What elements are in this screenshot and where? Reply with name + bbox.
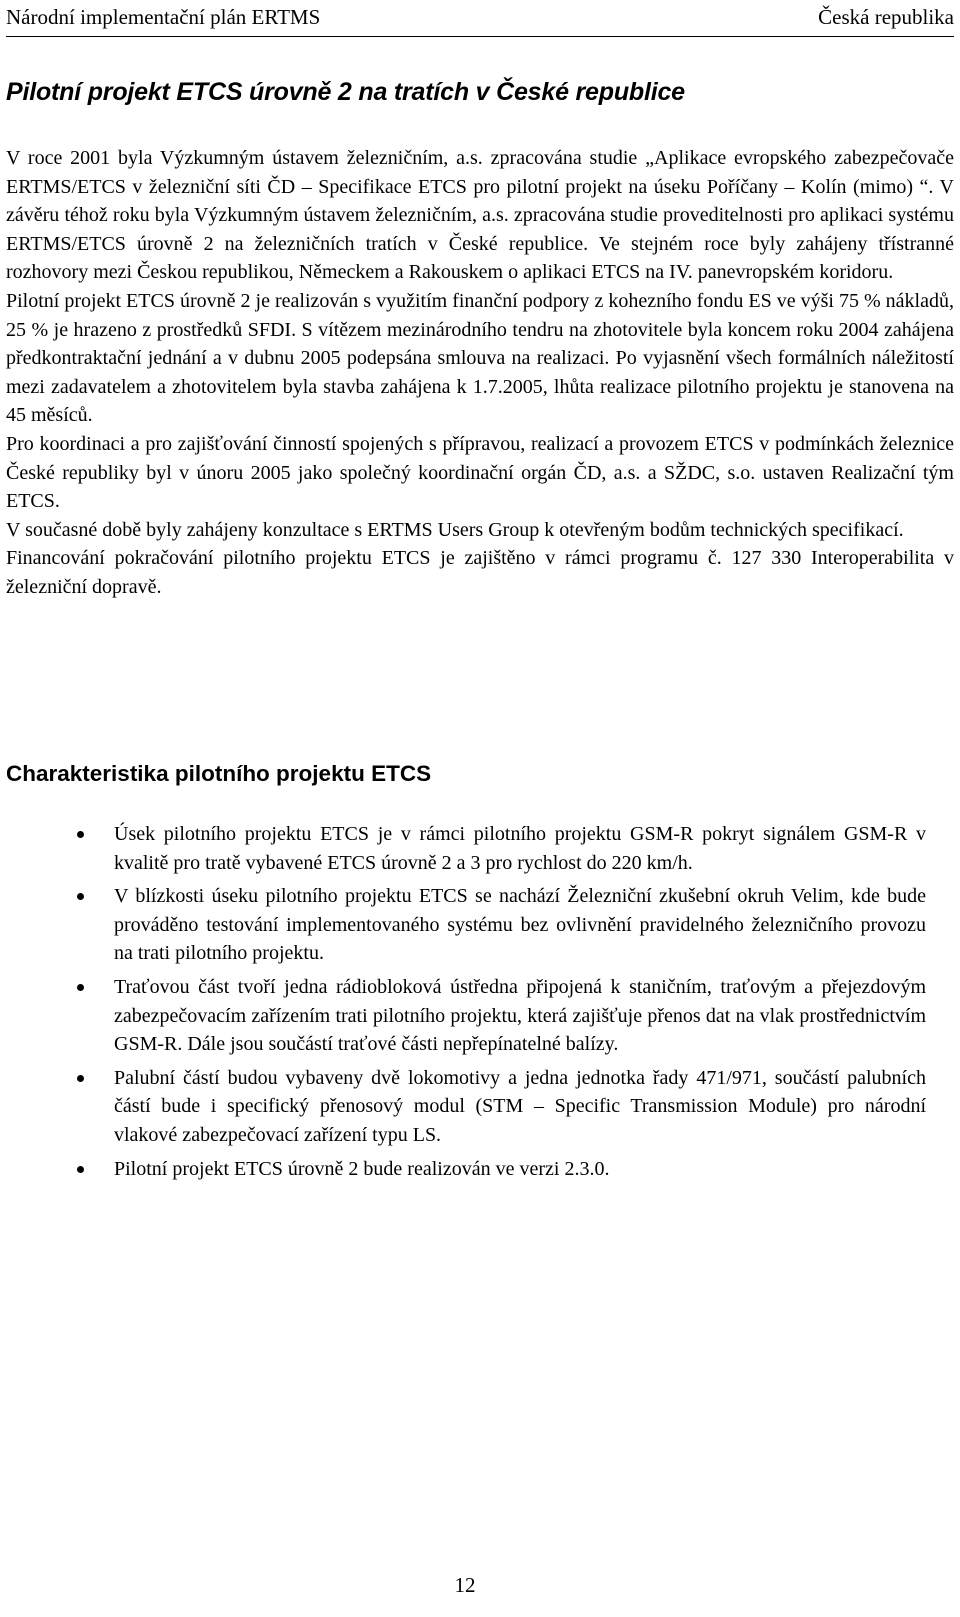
page-title: Pilotní projekt ETCS úrovně 2 na tratích v České republice [6,78,685,106]
list-item-text: Úsek pilotního projektu ETCS je v rámci pilotního projektu GSM-R pokryt signálem GSM-R v kvalitě pro tratě vybavené ETCS úrovně 2 a 3 pro rychlost do 220 km/h. [114,823,926,874]
list-item-text: Pilotní projekt ETCS úrovně 2 bude realizován ve verzi 2.3.0. [114,1157,610,1180]
list-item [114,882,926,968]
list-item [114,820,926,877]
header-document-title: Národní implementační plán ERTMS [6,4,321,29]
characteristics-list [114,820,926,1188]
bullet-icon [77,984,84,991]
list-item [114,1064,926,1150]
paragraph-financing: Financování pokračování pilotního projektu ETCS je zajištěno v rámci programu č. 127 330 Interoperabilita v železniční dopravě. [6,547,954,598]
bullet-icon [77,893,84,900]
bullet-icon [77,1075,84,1082]
section-heading: Charakteristika pilotního projektu ETCS [6,761,432,786]
list-item-text: V blízkosti úseku pilotního projektu ETCS se nachází Železniční zkušební okruh Velim, kde bude prováděno testování implementovaného systému bez ovlivnění pravidelného železničního provozu na trati pilotního projektu. [114,885,926,965]
list-item-text: Traťovou část tvoří jedna rádioblоková ústředna připojená k staničním, traťovým a přejezdovým zabezpečovacím zařízením trati pilotního projektu, která zajišťuje přenos dat na vlak prostřednictvím GSM-R. Dále jsou součástí traťové části nepřepínatelné balízy. [114,975,926,1056]
list-item [114,1155,926,1184]
list-item-text: Palubní částí budou vybaveny dvě lokomotivy a jedna jednotka řady 471/971, součástí palubních částí bude i specifický přenosový modul (STM – Specific Transmission Module) pro národní vlakové zabezpečovací zařízení typu LS. [114,1066,926,1146]
paragraph-funding: Pilotní projekt ETCS úrovně 2 je realizován s využitím finanční podpory z kohezního fondu ES ve výši 75 % nákladů, 25 % je hrazeno z prostředků SFDI. S vítězem mezinárodního tendru na zhotovitele byla koncem roku 2004 zahájena předkontraktační jednání a v dubnu 2005 podepsána smlouva na realizaci. Po vyjasnění všech formálních náležitostí mezi zadavatelem a zhotovitelem byla stavba zahájena k 1.7.2005, lhůta realizace pilotního projektu je stanovena na 45 měsíců. [6,289,954,427]
body-text [6,144,954,602]
paragraph-consultation: V současné době byly zahájeny konzultace s ERTMS Users Group k otevřeným bodům technických specifikací. [6,518,904,541]
bullet-icon [77,831,84,838]
running-header [6,2,954,32]
paragraph-studies: V roce 2001 byla Výzkumným ústavem železničním, a.s. zpracována studie „Aplikace evropského zabezpečovače ERTMS/ETCS v železniční síti ČD – Specifikace ETCS pro pilotní projekt na úseku Poříčany – Kolín (mimo) “. V závěru téhož roku byla Výzkumným ústavem železničním, a.s. zpracována studie proveditelnosti pro aplikaci systému ERTMS/ETCS úrovně 2 na železničních tratích v České republice. Ve stejném roce byly zahájeny třístranné rozhovory mezi Českou republikou, Německem a Rakouskem o aplikaci ETCS na IV. panevropském koridoru. [6,147,954,284]
header-divider [6,36,954,37]
header-country: Česká republika [818,4,954,29]
bullet-icon [77,1166,84,1173]
page-number: 12 [454,1573,476,1597]
paragraph-coordination: Pro koordinaci a pro zajišťování činností spojených s přípravou, realizací a provozem ETCS v podmínkách železnice České republiky byl v únoru 2005 jako společný koordinační orgán ČD, a.s. a SŽDC, s.o. ustaven Realizační tým ETCS. [6,432,954,513]
list-item [114,973,926,1059]
